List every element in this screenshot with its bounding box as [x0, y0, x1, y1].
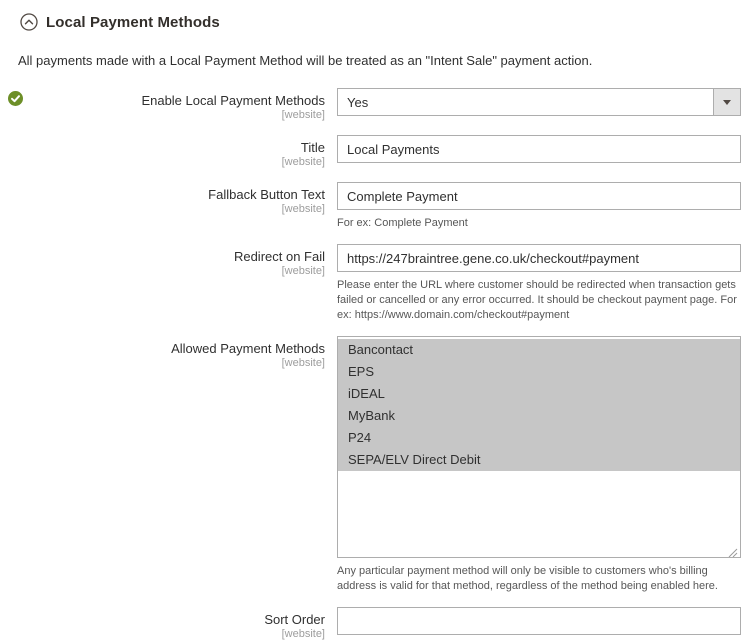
chevron-up-circle-icon[interactable] — [20, 13, 38, 31]
field-row-sort-order — [0, 607, 750, 641]
field-label-col — [0, 607, 325, 641]
field-label-col — [0, 182, 325, 231]
enable-select[interactable] — [337, 88, 741, 116]
field-row-fallback — [0, 182, 750, 231]
field-label-col — [0, 88, 325, 122]
multiselect-option-p24[interactable]: P24 — [338, 427, 740, 449]
multiselect-option-ideal[interactable]: iDEAL — [338, 383, 740, 405]
field-label-col — [0, 135, 325, 169]
field-label: Enable Local Payment Methods — [141, 93, 325, 108]
field-row-title — [0, 135, 750, 169]
field-label: Allowed Payment Methods — [171, 341, 325, 356]
field-scope: [website] — [281, 265, 325, 277]
green-check-icon — [8, 91, 23, 106]
field-label-col — [0, 244, 325, 323]
field-label: Title — [300, 140, 325, 155]
field-note: For ex: Complete Payment — [337, 217, 468, 229]
caret-down-icon — [723, 100, 731, 105]
field-scope: [website] — [281, 357, 325, 369]
enable-select-value: Yes — [347, 94, 369, 110]
sort-order-input[interactable] — [337, 607, 741, 635]
field-label-col — [0, 336, 325, 594]
field-row-allowed-methods — [0, 336, 750, 594]
fallback-button-text-input[interactable] — [337, 182, 741, 210]
field-note: Please enter the URL where customer should be redirected when transaction gets failed or cancelled or any error occurred. It should be checkout payment page. For ex: https://www.domain.com/checkout#payment — [337, 279, 737, 321]
title-input[interactable] — [337, 135, 741, 163]
field-row-enable — [0, 88, 750, 122]
section-header-toggle[interactable] — [0, 0, 750, 31]
allowed-payment-methods-multiselect[interactable] — [337, 336, 741, 558]
field-scope: [website] — [281, 156, 325, 168]
field-scope: [website] — [281, 628, 325, 640]
field-scope: [website] — [281, 203, 325, 215]
field-note: Any particular payment method will only be visible to customers who's billing address is valid for that method, regardless of the method being enabled here. — [337, 565, 718, 592]
multiselect-option-sepa[interactable]: SEPA/ELV Direct Debit — [338, 449, 740, 471]
field-scope: [website] — [281, 109, 325, 121]
resize-grip-icon[interactable] — [728, 545, 738, 555]
field-label: Fallback Button Text — [208, 187, 325, 202]
multiselect-option-mybank[interactable]: MyBank — [338, 405, 740, 427]
redirect-on-fail-input[interactable] — [337, 244, 741, 272]
select-dropdown-button[interactable] — [713, 89, 740, 115]
section-title: Local Payment Methods — [46, 13, 220, 31]
multiselect-option-bancontact[interactable]: Bancontact — [338, 339, 740, 361]
config-form — [0, 88, 750, 641]
field-label: Sort Order — [264, 612, 325, 627]
field-label: Redirect on Fail — [233, 249, 325, 264]
multiselect-option-eps[interactable]: EPS — [338, 361, 740, 383]
section-intro-text: All payments made with a Local Payment Method will be treated as an "Intent Sale" payment action. — [18, 53, 593, 68]
field-row-redirect — [0, 244, 750, 323]
